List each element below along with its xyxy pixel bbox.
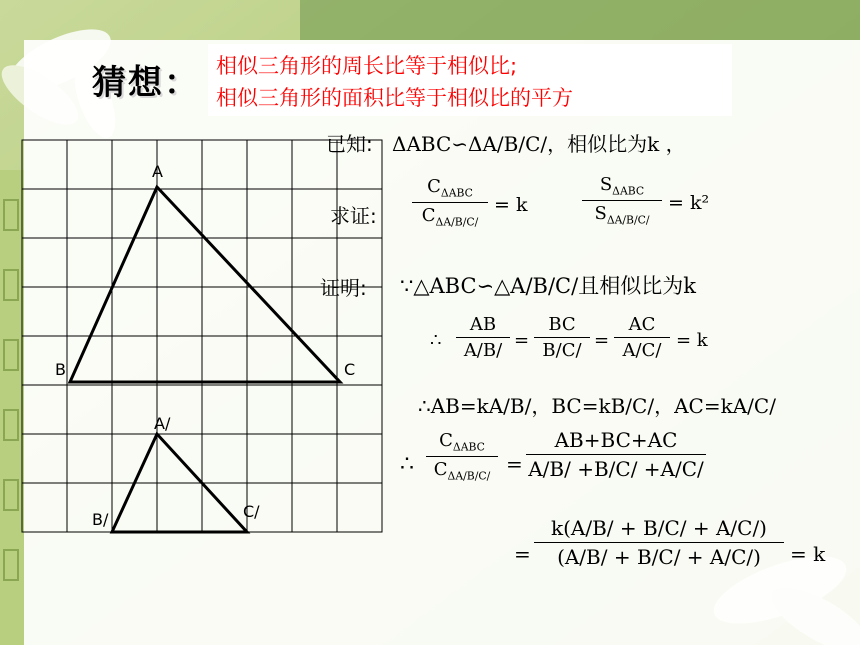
grid [22, 140, 382, 532]
therefore-symbol: ∴ [430, 330, 442, 351]
hypothesis-line-2: 相似三角形的面积比等于相似比的平方 [216, 86, 573, 110]
ratio-ab-num: AB [469, 314, 497, 335]
frac1-num: C [427, 176, 441, 197]
triangle-abc [70, 187, 340, 382]
ratio-ac [614, 314, 670, 361]
k-fraction [534, 516, 784, 569]
vertex-label-b: B [55, 360, 66, 379]
k-num: k(A/B/ + B/C/ + A/C/) [551, 516, 767, 540]
perimeter-ratio-eq: = k [494, 194, 528, 216]
proof-line-3: ∴AB=kA/B/，BC=kB/C/，AC=kA/C/ [418, 394, 776, 418]
therefore-symbol-2: ∴ [400, 452, 414, 477]
ratio-bc-num: BC [548, 314, 576, 335]
ratio-ab [456, 314, 510, 361]
eq-sign-1: = [514, 330, 530, 351]
perimeter-ratio-fraction [412, 176, 488, 228]
vertex-label-c: C [344, 360, 356, 379]
ratio-ac-num: AC [628, 314, 656, 335]
eq-sign-2: = [594, 330, 610, 351]
page-title: 猜想： [92, 63, 200, 103]
ratio-ac-den: A/C/ [622, 340, 662, 361]
final-eq-k: = k [790, 542, 826, 566]
eq-sign-3: = [506, 452, 523, 476]
given-text: ΔABC∽ΔA/B/C/，相似比为k ， [392, 132, 686, 156]
given-label: 已知: [326, 132, 373, 156]
eq-sign-4: = [514, 542, 531, 566]
k-den: (A/B/ + B/C/ + A/C/) [557, 545, 761, 569]
sum-fraction [526, 428, 706, 481]
c-den-sub: ΔA/B/C/ [447, 469, 491, 483]
ratio-eq-k: = k [676, 330, 708, 351]
sum-num: AB+BC+AC [554, 428, 678, 452]
frac1-num-sub: ΔABC [440, 186, 473, 200]
proof-line-1: ∵△ABC∽△A/B/C/且相似比为k [400, 274, 696, 298]
frac2-num-sub: ΔABC [612, 184, 645, 198]
prove-label: 求证: [330, 204, 377, 228]
vertex-label-a-prime: A/ [154, 414, 171, 433]
vertex-label-b-prime: B/ [92, 510, 109, 529]
vertex-label-c-prime: C/ [243, 502, 260, 521]
frac1-den-sub: ΔA/B/C/ [435, 215, 479, 229]
area-ratio-eq: = k² [668, 192, 710, 214]
area-ratio-fraction [582, 174, 662, 226]
ratio-bc [534, 314, 590, 361]
c-num-sub: ΔABC [452, 440, 485, 454]
proof-label: 证明: [320, 276, 367, 300]
frac1-den: C [421, 204, 436, 226]
ratio-ab-den: A/B/ [463, 340, 503, 361]
vertex-label-a: A [152, 162, 163, 181]
c-num: C [439, 430, 453, 451]
frac2-den-sub: ΔA/B/C/ [606, 213, 650, 227]
hypothesis-line-1: 相似三角形的周长比等于相似比; [216, 54, 518, 78]
sum-den: A/B/ +B/C/ +A/C/ [528, 457, 704, 481]
perimeter-fraction [426, 430, 498, 482]
frac2-num: S [599, 174, 613, 195]
c-den: C [433, 458, 448, 480]
frac2-den: S [594, 202, 607, 224]
ratio-bc-den: B/C/ [542, 340, 582, 361]
